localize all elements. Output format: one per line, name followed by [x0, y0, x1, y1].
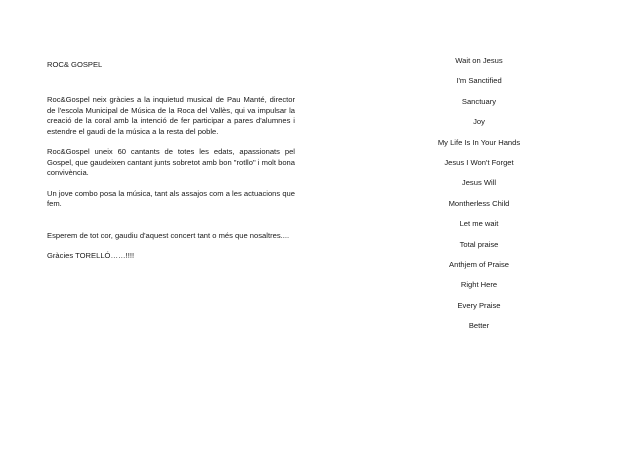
song-item: Total praise [459, 239, 499, 249]
band-paragraph: Un jove combo posa la música, tant als assajos com a les actuacions que fem. [47, 189, 295, 209]
song-item: My Life Is In Your Hands [437, 137, 521, 147]
song-item: Montherless Child [448, 198, 510, 208]
song-item: Jesus Will [461, 178, 497, 188]
song-item: Sanctuary [461, 96, 497, 106]
closing-paragraph: Esperem de tot cor, gaudiu d'aquest concert tant o més que nosaltres.... [47, 230, 290, 240]
song-item: Anthjem of Praise [449, 259, 509, 269]
choir-title: ROC& GOSPEL [47, 60, 103, 69]
song-item: Right Here [460, 280, 498, 290]
members-paragraph: Roc&Gospel uneix 60 cantants de totes les edats, apassionats pel Gospel, que gaudeixen cantant junts sobretot amb bon "rotllo" i molt bona convivència. [47, 147, 295, 178]
song-item: Better [468, 321, 490, 331]
song-list [414, 56, 544, 341]
song-item: Every Praise [457, 300, 501, 310]
song-item: Joy [473, 117, 485, 127]
choir-description [47, 60, 295, 262]
thanks-line: Gràcies TORELLÓ……!!!! [47, 251, 135, 261]
song-item: I'm Sanctified [456, 76, 502, 86]
intro-paragraph: Roc&Gospel neix gràcies a la inquietud musical de Pau Manté, director de l'escola Municipal de Música de la Roca del Vallès, qui va impulsar la creació de la coral amb la intenció de fer participar a pares d'alumnes i estendre el gaudi de la música a la resta del poble. [47, 95, 295, 136]
song-item: Let me wait [459, 219, 499, 229]
song-item: Wait on Jesus [455, 56, 503, 65]
song-item: Jesus I Won't Forget [444, 157, 514, 167]
